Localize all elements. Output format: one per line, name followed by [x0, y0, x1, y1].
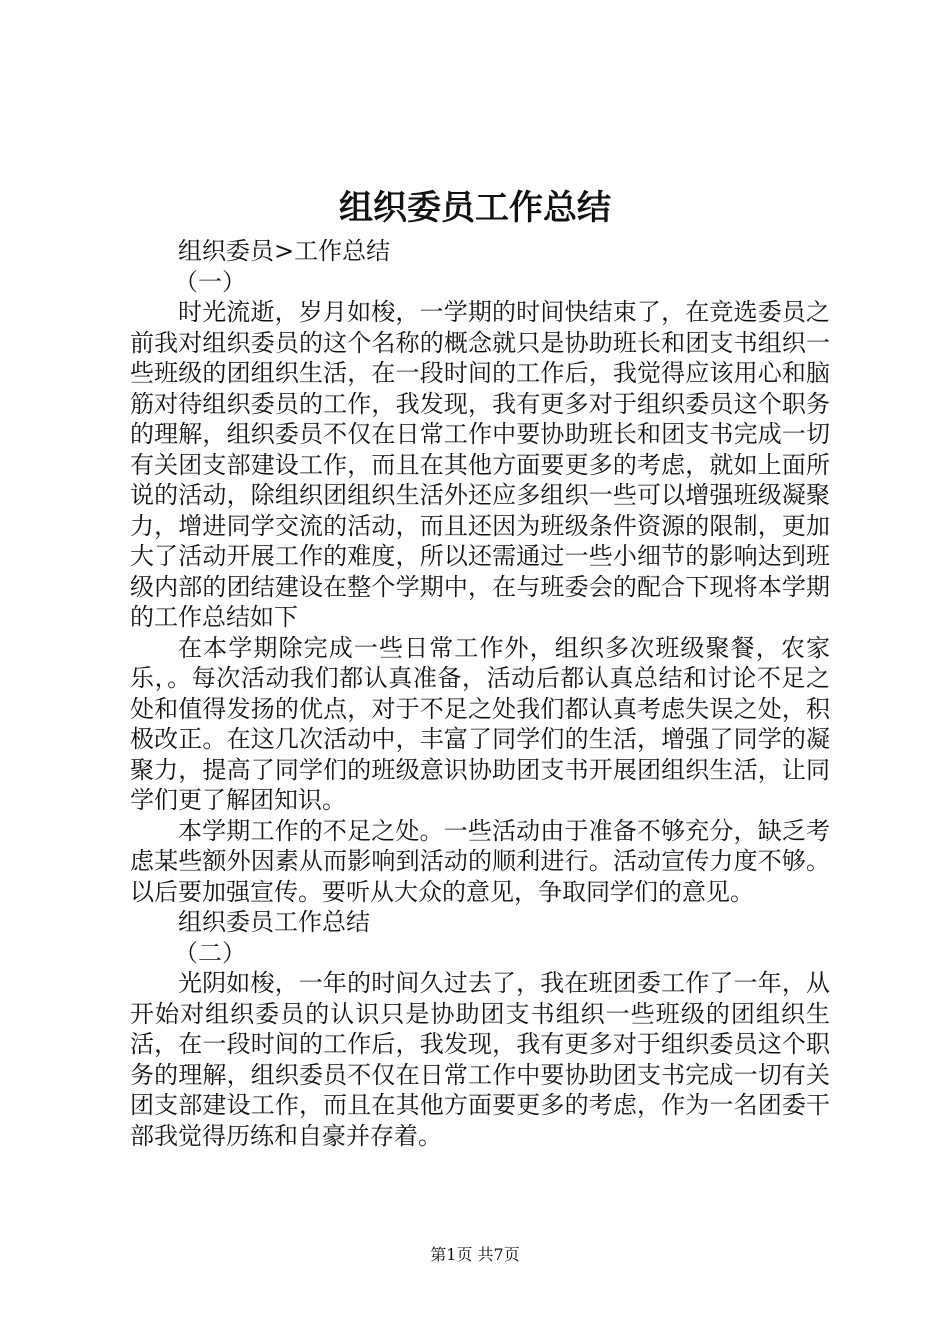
paragraph-intro: 时光流逝，岁月如梭，一学期的时间快结束了，在竞选委员之前我对组织委员的这个名称的概念就只是协助班长和团支书组织一些班级的团组织生活，在一段时间的工作后，我觉得应该用心和脑筋对待组织委员的工作，我发现，我有更多对于组织委员这个职务的理解，组织委员不仅在日常工作中要协助班长和团支书完成一切有关团支部建设工作，而且在其他方面要更多的考虑，就如上面所说的活动，除组织团组织生活外还应多组织一些可以增强班级凝聚力，增进同学交流的活动，而且还因为班级条件资源的限制，更加大了活动开展工作的难度，所以还需通过一些小细节的影响达到班级内部的团结建设在整个学期中，在与班委会的配合下现将本学期的工作总结如下: [130, 298, 830, 631]
section-heading-2: 组织委员工作总结: [178, 908, 370, 936]
section-number-1: （一）: [174, 267, 246, 296]
page-footer: 第1页 共7页: [430, 1245, 520, 1264]
page-title: 组织委员工作总结: [339, 188, 611, 228]
paragraph-shortcomings: 本学期工作的不足之处。一些活动由于准备不够充分，缺乏考虑某些额外因素从而影响到活动的顺利进行。活动宣传力度不够。以后要加强宣传。要听从大众的意见，争取同学们的意见。: [130, 816, 830, 906]
section-number-2: （二）: [174, 938, 246, 967]
subtitle-line: 组织委员>工作总结: [178, 237, 391, 265]
paragraph-activities: 在本学期除完成一些日常工作外，组织多次班级聚餐，农家乐，。每次活动我们都认真准备，活动后都认真总结和讨论不足之处和值得发扬的优点，对于不足之处我们都认真考虑失误之处，积极改正。在这几次活动中，丰富了同学们的生活，增强了同学的凝聚力，提高了同学们的班级意识协助团支书开展团组织生活，让同学们更了解团知识。: [130, 633, 830, 814]
paragraph-year-review: 光阴如梭，一年的时间久过去了，我在班团委工作了一年，从开始对组织委员的认识只是协助团支书组织一些班级的团组织生活，在一段时间的工作后，我发现，我有更多对于组织委员这个职务的理解，组织委员不仅在日常工作中要协助团支书完成一切有关团支部建设工作，而且在其他方面要更多的考虑，作为一名团委干部我觉得历练和自豪并存着。: [130, 969, 830, 1150]
document-body: [130, 236, 830, 1151]
